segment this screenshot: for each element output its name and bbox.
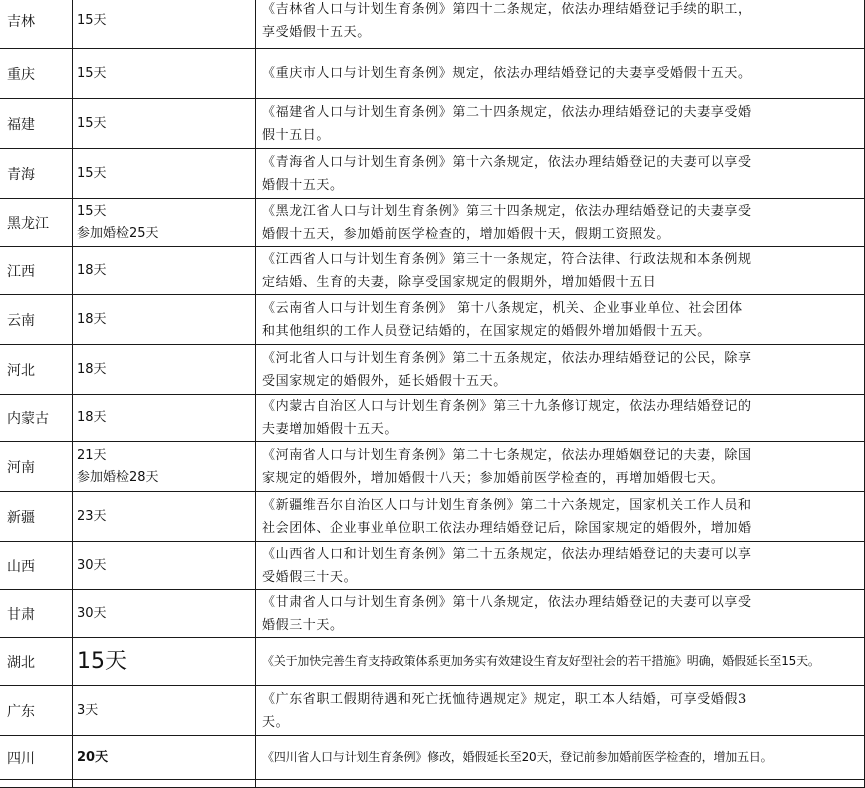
regulation-cell bbox=[256, 395, 865, 442]
table-row bbox=[0, 395, 865, 442]
table-row bbox=[0, 345, 865, 395]
table-row bbox=[0, 0, 865, 49]
leave-days-cell bbox=[73, 295, 256, 345]
leave-days-text: 23天 bbox=[77, 508, 107, 524]
leave-days-text: 18天 bbox=[77, 361, 107, 377]
regulation-text: 《新疆维吾尔自治区人口与计划生育条例》第二十六条规定，国家机关工作人员和 bbox=[262, 497, 752, 513]
leave-days-cell bbox=[73, 442, 256, 492]
regulation-text: 婚假十五天，参加婚前医学检查的，增加婚假十天，假期工资照发。 bbox=[262, 226, 671, 242]
leave-days-text: 15天 bbox=[77, 12, 107, 28]
regulation-cell bbox=[256, 49, 865, 99]
regulation-text: 《关于加快完善生育支持政策体系更加务实有效建设生育友好型社会的若干措施》明确，婚假延长至15天。 bbox=[262, 654, 820, 668]
leave-days-cell bbox=[73, 492, 256, 542]
leave-days-cell bbox=[73, 0, 256, 49]
leave-days-cell bbox=[73, 736, 256, 780]
leave-days-text: 15天 bbox=[77, 648, 127, 674]
empty-cell bbox=[73, 780, 256, 788]
regulation-text: 《河南省人口与计划生育条例》第二十七条规定，依法办理婚姻登记的夫妻，除国 bbox=[262, 447, 752, 463]
province-cell: 广东 bbox=[0, 686, 73, 736]
leave-days-text: 21天 bbox=[77, 447, 107, 463]
table-row bbox=[0, 295, 865, 345]
province-cell: 吉林 bbox=[0, 0, 73, 49]
empty-cell bbox=[256, 780, 865, 788]
regulation-text: 《吉林省人口与计划生育条例》第四十二条规定，依法办理结婚登记手续的职工， bbox=[262, 1, 752, 17]
regulation-text: 享受婚假十五天。 bbox=[262, 24, 371, 40]
leave-days-text: 18天 bbox=[77, 410, 107, 425]
province-cell: 内蒙古 bbox=[0, 395, 73, 442]
leave-days-text: 参加婚检25天 bbox=[77, 225, 159, 241]
regulation-text: 《四川省人口与计划生育条例》修改，婚假延长至20天，登记前参加婚前医学检查的，增加五日。 bbox=[262, 750, 773, 764]
leave-days-cell bbox=[73, 345, 256, 395]
province-cell: 河北 bbox=[0, 345, 73, 395]
regulation-cell bbox=[256, 0, 865, 49]
leave-days-text: 18天 bbox=[77, 262, 107, 278]
regulation-cell bbox=[256, 492, 865, 542]
regulation-text: 和其他组织的工作人员登记结婚的，在国家规定的婚假外增加婚假十五天。 bbox=[262, 323, 711, 339]
regulation-text: 《青海省人口与计划生育条例》第十六条规定，依法办理结婚登记的夫妻可以享受 bbox=[262, 154, 752, 170]
regulation-cell bbox=[256, 542, 865, 590]
leave-days-cell bbox=[73, 590, 256, 638]
table-row bbox=[0, 199, 865, 247]
regulation-text: 夫妻增加婚假十五天。 bbox=[262, 422, 399, 437]
regulation-cell bbox=[256, 247, 865, 295]
leave-days-cell bbox=[73, 247, 256, 295]
leave-days-text: 15天 bbox=[77, 203, 107, 219]
table-row bbox=[0, 442, 865, 492]
table-row bbox=[0, 638, 865, 686]
leave-days-cell bbox=[73, 542, 256, 590]
regulation-text: 《江西省人口与计划生育条例》第三十一条规定，符合法律、行政法规和本条例规 bbox=[262, 251, 752, 267]
regulation-cell bbox=[256, 199, 865, 247]
regulation-cell bbox=[256, 295, 865, 345]
table-row bbox=[0, 686, 865, 736]
leave-days-text: 15天 bbox=[77, 165, 107, 181]
province-cell: 甘肃 bbox=[0, 590, 73, 638]
province-cell: 河南 bbox=[0, 442, 73, 492]
regulation-text: 婚假三十天。 bbox=[262, 617, 344, 633]
regulation-text: 定结婚、生育的夫妻，除享受国家规定的假期外，增加婚假十五日 bbox=[262, 274, 657, 290]
leave-days-text: 参加婚检28天 bbox=[77, 469, 159, 485]
leave-days-cell bbox=[73, 686, 256, 736]
table-row bbox=[0, 736, 865, 780]
empty-cell bbox=[0, 780, 73, 788]
province-cell: 青海 bbox=[0, 149, 73, 199]
table-row-cutoff bbox=[0, 780, 865, 788]
regulation-cell bbox=[256, 590, 865, 638]
leave-days-text: 30天 bbox=[77, 605, 107, 621]
regulation-text: 《福建省人口与计划生育条例》第二十四条规定，依法办理结婚登记的夫妻享受婚 bbox=[262, 104, 752, 120]
leave-days-text: 18天 bbox=[77, 311, 107, 327]
province-cell: 黑龙江 bbox=[0, 199, 73, 247]
table-row bbox=[0, 542, 865, 590]
regulation-text: 家规定的婚假外，增加婚假十八天；参加婚前医学检查的，再增加婚假七天。 bbox=[262, 470, 725, 486]
table-row bbox=[0, 149, 865, 199]
regulation-cell bbox=[256, 736, 865, 780]
regulation-text: 假十五日。 bbox=[262, 127, 331, 143]
regulation-text: 《广东省职工假期待遇和死亡抚恤待遇规定》规定，职工本人结婚，可享受婚假3 bbox=[262, 691, 747, 707]
regulation-cell bbox=[256, 99, 865, 149]
leave-days-cell bbox=[73, 99, 256, 149]
regulation-text: 《云南省人口与计划生育条例》 第十八条规定，机关、企业事业单位、社会团体 bbox=[262, 300, 743, 316]
table-row bbox=[0, 99, 865, 149]
leave-days-cell bbox=[73, 638, 256, 686]
province-cell: 山西 bbox=[0, 542, 73, 590]
regulation-cell bbox=[256, 149, 865, 199]
regulation-text: 《山西省人口和计划生育条例》第二十五条规定，依法办理结婚登记的夫妻可以享 bbox=[262, 546, 752, 562]
table-row bbox=[0, 492, 865, 542]
table-row bbox=[0, 590, 865, 638]
leave-days-text: 3天 bbox=[77, 702, 99, 718]
leave-days-text: 15天 bbox=[77, 65, 107, 81]
regulation-text: 天。 bbox=[262, 714, 290, 730]
province-cell: 云南 bbox=[0, 295, 73, 345]
leave-days-cell bbox=[73, 149, 256, 199]
province-cell: 福建 bbox=[0, 99, 73, 149]
province-cell: 重庆 bbox=[0, 49, 73, 99]
regulation-text: 受国家规定的婚假外，延长婚假十五天。 bbox=[262, 373, 507, 389]
regulation-text: 受婚假三十天。 bbox=[262, 569, 358, 585]
regulation-text: 《内蒙古自治区人口与计划生育条例》第三十九条修订规定，依法办理结婚登记的 bbox=[262, 399, 752, 414]
regulation-text: 《甘肃省人口与计划生育条例》第十八条规定，依法办理结婚登记的夫妻可以享受 bbox=[262, 594, 752, 610]
regulation-cell bbox=[256, 638, 865, 686]
regulation-text: 社会团体、企业事业单位职工依法办理结婚登记后，除国家规定的婚假外，增加婚 bbox=[262, 520, 752, 536]
province-cell: 江西 bbox=[0, 247, 73, 295]
regulation-cell bbox=[256, 442, 865, 492]
table-row bbox=[0, 49, 865, 99]
regulation-text: 《河北省人口与计划生育条例》第二十五条规定，依法办理结婚登记的公民，除享 bbox=[262, 350, 752, 366]
table-row bbox=[0, 247, 865, 295]
province-cell: 湖北 bbox=[0, 638, 73, 686]
leave-days-text: 15天 bbox=[77, 115, 107, 131]
province-cell: 新疆 bbox=[0, 492, 73, 542]
leave-days-cell bbox=[73, 395, 256, 442]
regulation-text: 婚假十五天。 bbox=[262, 177, 344, 193]
regulation-cell bbox=[256, 345, 865, 395]
regulation-cell bbox=[256, 686, 865, 736]
regulation-text: 《重庆市人口与计划生育条例》规定，依法办理结婚登记的夫妻享受婚假十五天。 bbox=[262, 66, 752, 81]
leave-days-text: 20天 bbox=[77, 749, 109, 765]
leave-days-cell bbox=[73, 199, 256, 247]
leave-days-text: 30天 bbox=[77, 557, 107, 573]
province-cell: 四川 bbox=[0, 736, 73, 780]
regulation-text: 《黑龙江省人口与计划生育条例》第三十四条规定，依法办理结婚登记的夫妻享受 bbox=[262, 203, 752, 219]
leave-days-cell bbox=[73, 49, 256, 99]
